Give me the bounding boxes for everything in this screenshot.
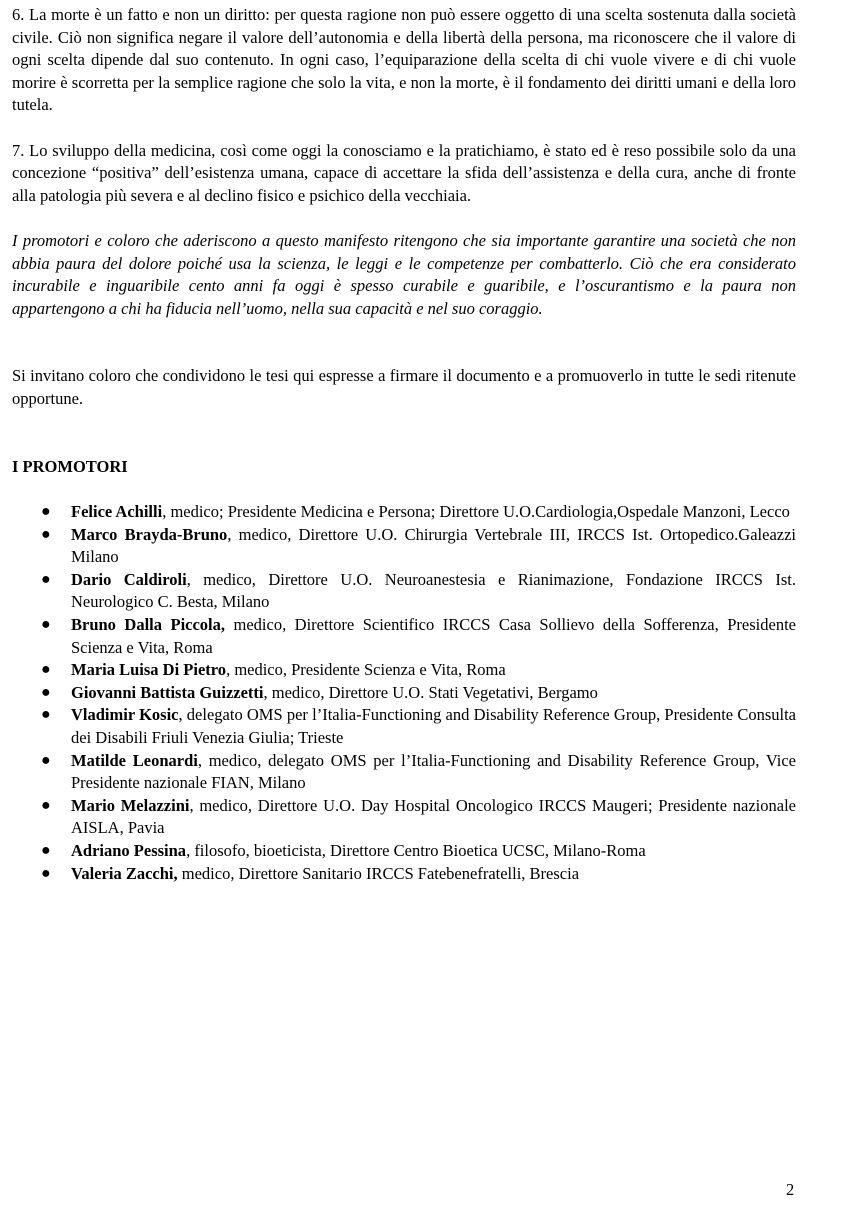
bullet-icon: ● xyxy=(41,503,51,521)
promoter-item xyxy=(12,569,796,614)
promoter-details: medico, Direttore Scientifico IRCCS Casa Sollievo della Sofferenza, Presidente Scienza e Vita, Roma xyxy=(71,615,796,657)
bullet-icon: ● xyxy=(41,796,51,814)
promoters-list xyxy=(12,501,796,885)
promoter-details: , medico, Direttore U.O. Stati Vegetativi, Bergamo xyxy=(263,682,598,702)
page-number: 2 xyxy=(786,1180,795,1199)
promoter-item xyxy=(12,524,796,569)
bullet-icon: ● xyxy=(41,525,51,543)
promoter-name: Felice Achilli xyxy=(71,502,163,522)
promoter-details: , medico, Direttore U.O. Day Hospital Oncologico IRCCS Maugeri; Presidente nazionale AISLA, Pavia xyxy=(71,795,796,838)
promoter-item xyxy=(12,501,796,524)
promoter-item xyxy=(12,659,796,682)
bullet-icon: ● xyxy=(41,864,51,882)
promoter-item xyxy=(12,750,796,795)
promoter-details: , medico, Presidente Scienza e Vita, Roma xyxy=(226,660,506,680)
promoter-details: , medico; Presidente Medicina e Persona; Direttore U.O.Cardiologia,Ospedale Manzoni, Lecco xyxy=(162,502,790,522)
paragraph-7: 7. Lo sviluppo della medicina, così come oggi la conosciamo e la pratichiamo, è stato ed è reso possibile solo da una concezione “positiva” dell’esistenza umana, capace di accettare la sfida dell’assistenza e della cura, anche di fronte alla patologia più severa e al declino fisico e psichico della vecchiaia. xyxy=(12,140,796,205)
paragraph-6: 6. La morte è un fatto e non un diritto: per questa ragione non può essere oggetto di una scelta sostenuta dalla società civile. Ciò non significa negare il valore dell’autonomia e della libertà della persona, ma riconoscere che il valore di ogni scelta dipende dal suo contenuto. In ogni caso, l’equiparazione della scelta di chi vuole vivere e di chi vuole morire è scorretta per la semplice ragione che solo la vita, e non la morte, è il fondamento dei diritti umani e della loro tutela. xyxy=(12,5,796,115)
promoters-statement: I promotori e coloro che aderiscono a questo manifesto ritengono che sia importante garantire una società che non abbia paura del dolore poiché usa la scienza, le leggi e le competenze per combatterlo. Ciò che era considerato incurabile e inguaribile cento anni fa oggi è spesso curabile e guaribile, e l’oscurantismo e la paura non appartengono a chi ha fiducia nell’uomo, nella sua capacità e nel suo coraggio. xyxy=(12,230,796,318)
promoter-name: Vladimir Kosic xyxy=(71,705,179,725)
promoter-name: Marco Brayda-Bruno xyxy=(71,524,228,544)
promoter-item xyxy=(12,614,796,659)
promoter-name: Valeria Zacchi, xyxy=(71,863,178,883)
bullet-icon: ● xyxy=(41,661,51,679)
bullet-icon: ● xyxy=(41,616,51,634)
bullet-icon: ● xyxy=(41,706,51,724)
bullet-icon: ● xyxy=(41,751,51,769)
promoters-heading: I PROMOTORI xyxy=(12,456,128,476)
bullet-icon: ● xyxy=(41,683,51,701)
document-page xyxy=(12,4,796,885)
promoter-name: Mario Melazzini xyxy=(71,795,190,815)
promoter-item xyxy=(12,863,796,886)
bullet-icon: ● xyxy=(41,842,51,859)
promoter-details: , filosofo, bioeticista, Direttore Centro Bioetica UCSC, Milano-Roma xyxy=(186,841,646,860)
invitation-paragraph: Si invitano coloro che condividono le tesi qui espresse a firmare il documento e a promuoverlo in tutte le sedi ritenute opportune. xyxy=(12,366,796,408)
promoter-name: Maria Luisa Di Pietro xyxy=(71,660,227,680)
promoter-name: Giovanni Battista Guizzetti xyxy=(71,682,264,702)
promoter-name: Adriano Pessina xyxy=(71,841,187,860)
promoter-details: medico, Direttore Sanitario IRCCS Fatebenefratelli, Brescia xyxy=(177,863,580,883)
bullet-icon: ● xyxy=(41,570,51,588)
promoter-item xyxy=(12,840,796,863)
promoter-name: Dario Caldiroli xyxy=(71,569,187,589)
promoter-name: Bruno Dalla Piccola, xyxy=(71,615,226,635)
promoter-details: , medico, delegato OMS per l’Italia-Functioning and Disability Reference Group, Vice Presidente nazionale FIAN, Milano xyxy=(71,750,796,793)
promoter-item xyxy=(12,682,796,705)
promoter-details: , delegato OMS per l’Italia-Functioning and Disability Reference Group, Presidente Consulta dei Disabili Friuli Venezia Giulia; Trieste xyxy=(71,705,796,748)
promoter-item xyxy=(12,704,796,749)
promoter-details: , medico, Direttore U.O. Neuroanestesia e Rianimazione, Fondazione IRCCS Ist. Neurologico C. Besta, Milano xyxy=(71,569,796,612)
promoter-name: Matilde Leonardi xyxy=(71,750,198,770)
promoter-item xyxy=(12,795,796,840)
promoter-details: , medico, Direttore U.O. Chirurgia Vertebrale III, IRCCS Ist. Ortopedico.Galeazzi Milano xyxy=(71,524,796,567)
